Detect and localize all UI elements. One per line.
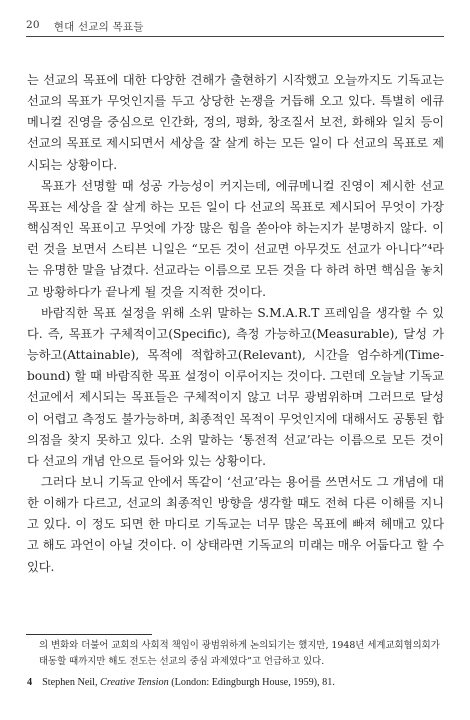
footnote-book-title: Creative Tension xyxy=(100,677,169,688)
footnote-author: Stephen Neil, xyxy=(42,677,98,688)
footnote-text xyxy=(42,675,335,691)
header-rule xyxy=(26,36,444,37)
page-number: 20 xyxy=(26,19,40,31)
footnote-rule xyxy=(26,634,152,635)
paragraph-4: 그러다 보니 기독교 안에서 똑같이 ‘선교’라는 용어를 쓰면서도 그 개념에 대한 이해가 다르고, 선교의 최종적인 방향을 생각할 때도 전혀 다른 이해를 지니고 있다. 이 정도 되면 한 마디로 기독교는 너무 많은 목표에 빠져 헤매고 있다고 해도 과언이 아닐 것이다. 이 상태라면 기독교의 미래는 매우 어둡다고 할 수 있다. xyxy=(27,474,444,574)
running-title: 현대 선교의 목표들 xyxy=(53,21,144,33)
running-header xyxy=(26,19,144,34)
body-text xyxy=(27,70,444,578)
paragraph-3: 바람직한 목표 설정을 위해 소위 말하는 S.M.A.R.T 프레임을 생각할 수 있다. 즉, 목표가 구체적이고(Specific), 측정 가능하고(Measurable), 달성 가능하고(Attainable), 목적에 적합하고(Relevant), 시간을 엄수하게(Time-bound) 할 때 바람직한 목표 설정이 이루어지는 것이다. 그런데 오늘날 기독교 선교에서 제시되는 목표들은 구체적이지 않고 너무 광범위하며 그러므로 달성이 어렵고 측정도 불가능하며, 최종적인 목적이 무엇인지에 대해서도 공통된 합의점을 찾지 못하고 있다. 소위 말하는 ‘통전적 선교’라는 이름으로 모든 것이 다 선교의 개념 안으로 들어와 있는 상황이다. xyxy=(27,305,444,468)
footnote-number: 4 xyxy=(27,677,33,688)
paragraph-1: 는 선교의 목표에 대한 다양한 견해가 출현하기 시작했고 오늘까지도 기독교는 선교의 목표가 무엇인지를 두고 상당한 논쟁을 거듭해 오고 있다. 특별히 에큐메니컬 진영을 중심으로 인간화, 정의, 평화, 창조질서 보전, 화해와 일치 등이 선교의 목표로 제시되면서 세상을 잘 살게 하는 모든 일이 다 선교의 목표로 제시되는 상황이다. xyxy=(27,73,444,172)
footnote-continuation: 의 변화와 더불어 교회의 사회적 책임이 광범위하게 논의되기는 했지만, 1948년 세계교회협의회가 태동할 때까지만 해도 전도는 선교의 중심 과제였다”고 언급하고 있다. xyxy=(39,640,440,667)
footnotes xyxy=(27,638,444,691)
footnote-publication: (London: Edingburgh House, 1959), 81. xyxy=(171,677,335,688)
paragraph-2: 목표가 선명할 때 성공 가능성이 커지는데, 에큐메니컬 진영이 제시한 선교 목표는 세상을 잘 살게 하는 모든 일이 다 선교의 목표로 제시되어 무엇이 가장 핵심적인 목표이고 무엇에 가장 많은 힘을 쏟아야 하는지가 분명하지 않다. 이런 것을 보면서 스티븐 니일은 “모든 것이 선교면 아무것도 선교가 아니다”⁴라는 유명한 말을 남겼다. 선교라는 이름으로 모든 것을 다 하려 하면 핵심을 놓치고 방황하다가 끝나게 될 것을 지적한 것이다. xyxy=(27,178,444,299)
footnote-4 xyxy=(27,675,444,691)
